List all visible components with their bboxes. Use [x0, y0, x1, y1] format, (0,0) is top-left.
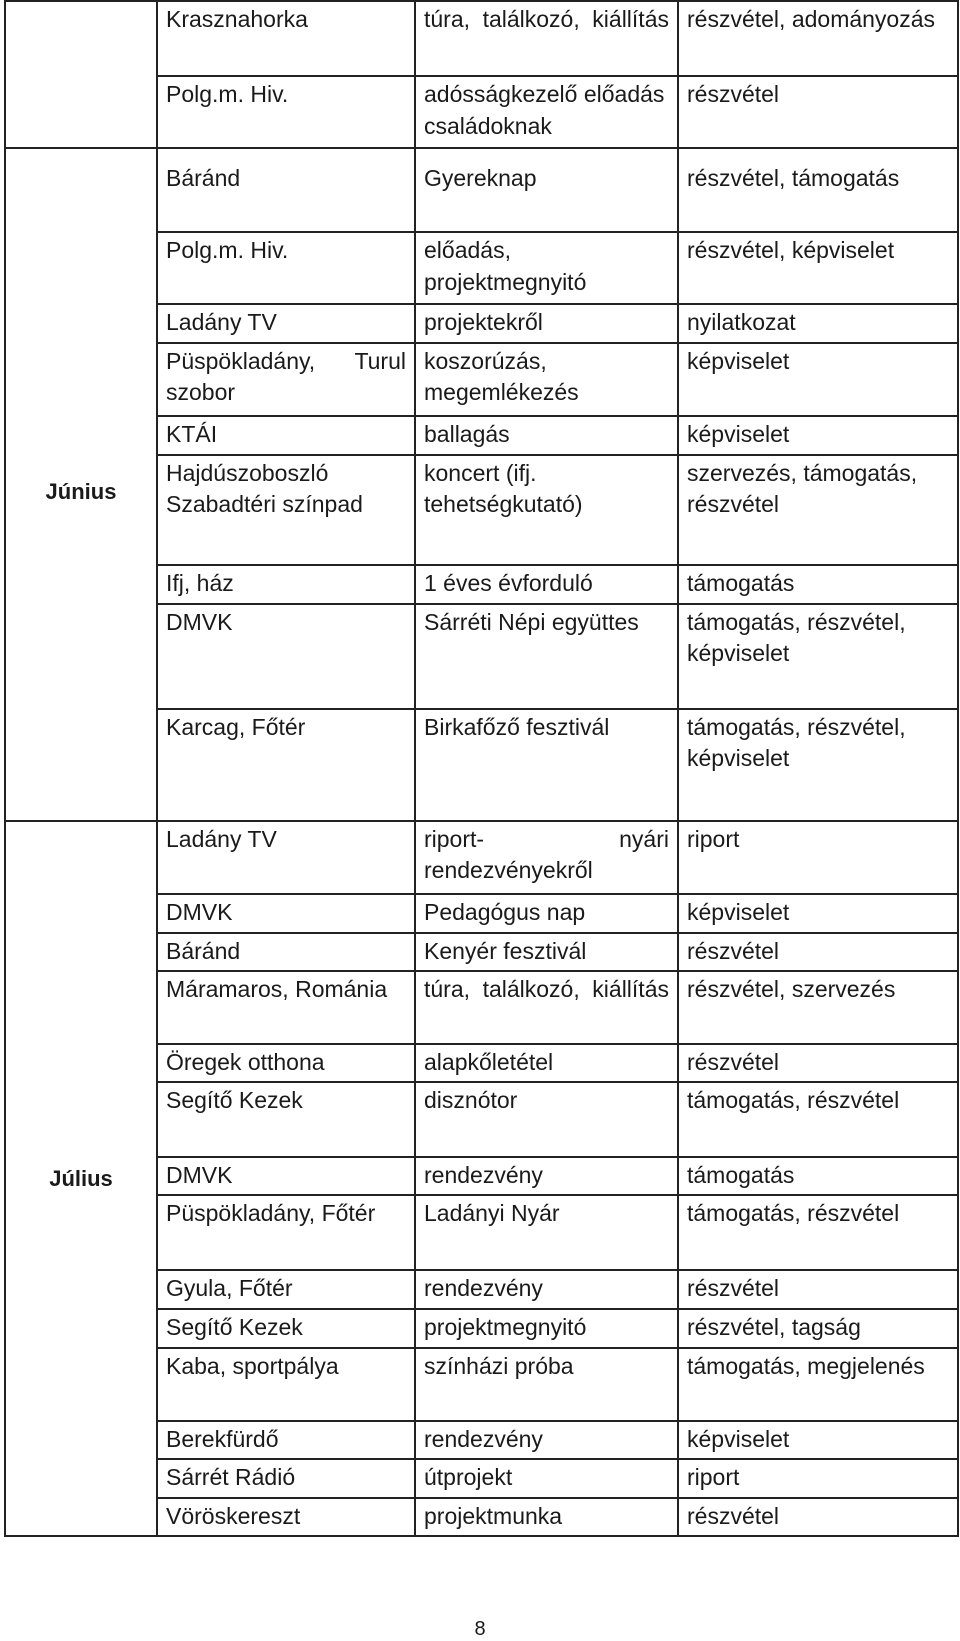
place-cell: Gyula, Főtér: [157, 1270, 415, 1309]
activity-cell: képviselet: [678, 416, 958, 455]
event-cell: projektekről: [415, 304, 678, 342]
table-row: [5, 821, 958, 894]
place-cell: Segítő Kezek: [157, 1082, 415, 1156]
event-cell: Sárréti Népi együttes: [415, 604, 678, 709]
activity-cell: részvétel, támogatás: [678, 148, 958, 232]
place-cell: KTÁI: [157, 416, 415, 455]
month-cell-empty: [5, 1, 157, 148]
activity-cell: részvétel: [678, 933, 958, 971]
activity-cell: részvétel: [678, 1498, 958, 1536]
event-cell: koszorúzás, megemlékezés: [415, 343, 678, 416]
event-cell: alapkőletétel: [415, 1044, 678, 1082]
month-cell-junius: Június: [5, 148, 157, 820]
activity-cell: támogatás, részvétel: [678, 1195, 958, 1270]
place-cell: Kaba, sportpálya: [157, 1348, 415, 1421]
place-cell: Püspökladány, Turul szobor: [157, 343, 415, 416]
activity-cell: támogatás, részvétel, képviselet: [678, 604, 958, 709]
event-cell: Birkafőző fesztivál: [415, 709, 678, 821]
place-cell: Hajdúszoboszló Szabadtéri színpad: [157, 455, 415, 566]
event-cell: ballagás: [415, 416, 678, 455]
activity-cell: támogatás: [678, 565, 958, 603]
event-cell: túra, találkozó, kiállítás: [415, 1, 678, 76]
activity-cell: részvétel, képviselet: [678, 232, 958, 304]
place-cell: Vöröskereszt: [157, 1498, 415, 1536]
place-cell: Báránd: [157, 933, 415, 971]
event-cell: disznótor: [415, 1082, 678, 1156]
event-cell: projektmunka: [415, 1498, 678, 1536]
activity-cell: szervezés, támogatás, részvétel: [678, 455, 958, 566]
activity-cell: támogatás: [678, 1157, 958, 1195]
event-cell: rendezvény: [415, 1270, 678, 1309]
activity-cell: részvétel, adományozás: [678, 1, 958, 76]
place-cell: Ladány TV: [157, 821, 415, 894]
event-cell: útprojekt: [415, 1459, 678, 1498]
place-cell: DMVK: [157, 604, 415, 709]
event-cell: rendezvény: [415, 1157, 678, 1195]
activity-cell: részvétel: [678, 76, 958, 148]
activity-cell: részvétel, tagság: [678, 1309, 958, 1348]
place-cell: Polg.m. Hiv.: [157, 76, 415, 148]
event-cell: riport- nyári rendezvényekről: [415, 821, 678, 894]
place-cell: Sárrét Rádió: [157, 1459, 415, 1498]
activity-cell: támogatás, részvétel: [678, 1082, 958, 1156]
event-cell: színházi próba: [415, 1348, 678, 1421]
place-cell: Berekfürdő: [157, 1421, 415, 1459]
page-number: 8: [474, 1618, 486, 1640]
month-cell-julius: Július: [5, 821, 157, 1536]
place-cell: DMVK: [157, 1157, 415, 1195]
activity-cell: riport: [678, 1459, 958, 1498]
event-cell: adósságkezelő előadás családoknak: [415, 76, 678, 148]
event-cell: Pedagógus nap: [415, 894, 678, 933]
activity-cell: riport: [678, 821, 958, 894]
event-cell: koncert (ifj. tehetségkutató): [415, 455, 678, 566]
activity-cell: részvétel: [678, 1270, 958, 1309]
table-row: [5, 148, 958, 232]
place-cell: Krasznahorka: [157, 1, 415, 76]
place-cell: DMVK: [157, 894, 415, 933]
place-cell: Öregek otthona: [157, 1044, 415, 1082]
event-cell: Kenyér fesztivál: [415, 933, 678, 971]
event-cell: túra, találkozó, kiállítás: [415, 971, 678, 1044]
activity-cell: képviselet: [678, 343, 958, 416]
place-cell: Püspökladány, Főtér: [157, 1195, 415, 1270]
place-cell: Ifj, ház: [157, 565, 415, 603]
events-table: [4, 0, 959, 1537]
place-cell: Máramaros, Románia: [157, 971, 415, 1044]
event-cell: 1 éves évforduló: [415, 565, 678, 603]
activity-cell: részvétel, szervezés: [678, 971, 958, 1044]
place-cell: Polg.m. Hiv.: [157, 232, 415, 304]
activity-cell: képviselet: [678, 1421, 958, 1459]
event-cell: rendezvény: [415, 1421, 678, 1459]
place-cell: Segítő Kezek: [157, 1309, 415, 1348]
activity-cell: részvétel: [678, 1044, 958, 1082]
activity-cell: támogatás, részvétel, képviselet: [678, 709, 958, 821]
place-cell: Ladány TV: [157, 304, 415, 342]
activity-cell: képviselet: [678, 894, 958, 933]
activity-cell: támogatás, megjelenés: [678, 1348, 958, 1421]
event-cell: Ladányi Nyár: [415, 1195, 678, 1270]
activity-cell: nyilatkozat: [678, 304, 958, 342]
event-cell: Gyereknap: [415, 148, 678, 232]
place-cell: Báránd: [157, 148, 415, 232]
event-cell: projektmegnyitó: [415, 1309, 678, 1348]
table-row: [5, 1, 958, 76]
event-cell: előadás, projektmegnyitó: [415, 232, 678, 304]
place-cell: Karcag, Főtér: [157, 709, 415, 821]
